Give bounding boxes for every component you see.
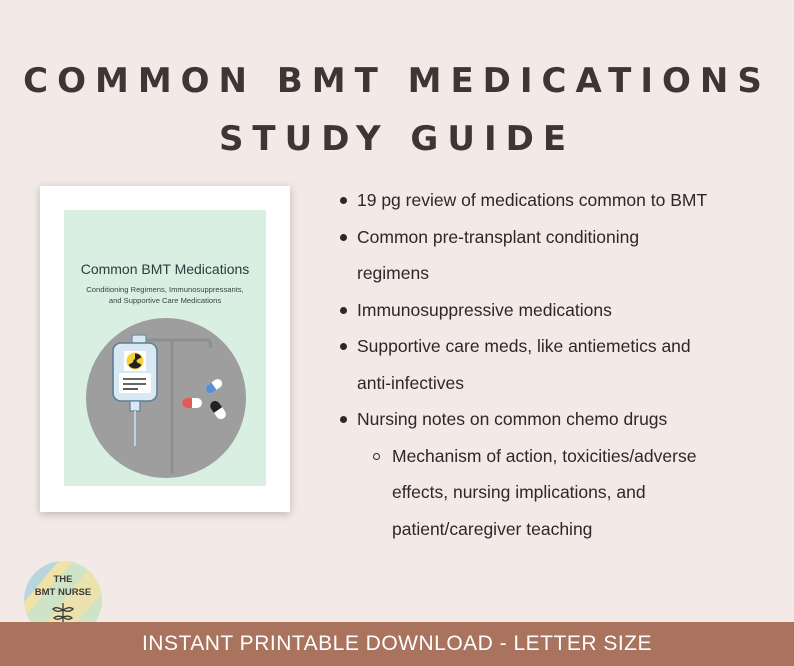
cover-title: Common BMT Medications <box>80 261 250 277</box>
feature-item: Common pre-transplant conditioning <box>337 219 767 256</box>
sub-feature-item: Mechanism of action, toxicities/adverse <box>337 438 767 475</box>
cover-subtitle-line-1: Conditioning Regimens, Immunosuppressants, <box>86 285 244 294</box>
feature-list <box>337 182 767 547</box>
bullet-icon <box>340 416 347 423</box>
product-preview-card <box>40 186 290 512</box>
logo-text-name: BMT NURSE <box>34 587 92 598</box>
page-title <box>0 52 794 168</box>
circle-bullet-icon <box>373 453 380 460</box>
illustration-circle <box>86 318 246 478</box>
bullet-icon <box>340 197 347 204</box>
feature-item: Immunosuppressive medications <box>337 292 767 329</box>
feature-item: Nursing notes on common chemo drugs <box>337 401 767 438</box>
title-line-1: COMMON BMT MEDICATIONS <box>23 61 771 101</box>
cover-subtitle <box>64 284 266 306</box>
iv-bag-illustration <box>86 318 246 478</box>
title-line-2: STUDY GUIDE <box>218 119 576 159</box>
cover-subtitle-line-2: and Supportive Care Medications <box>108 296 222 305</box>
bullet-icon <box>340 343 347 350</box>
feature-item: Supportive care meds, like antiemetics and <box>337 328 767 365</box>
feature-item-continuation: anti-infectives <box>357 372 464 393</box>
sub-feature-item-continuation: patient/caregiver teaching <box>392 518 593 539</box>
feature-item: 19 pg review of medications common to BMT <box>337 182 767 219</box>
bullet-icon <box>340 234 347 241</box>
guide-cover <box>64 210 266 486</box>
download-banner: INSTANT PRINTABLE DOWNLOAD - LETTER SIZE <box>0 622 794 666</box>
radiation-icon <box>124 351 146 371</box>
logo-text-the: THE <box>53 574 73 585</box>
sub-feature-item-continuation: effects, nursing implications, and <box>392 482 646 502</box>
bullet-icon <box>340 307 347 314</box>
feature-item-continuation: regimens <box>357 263 429 283</box>
